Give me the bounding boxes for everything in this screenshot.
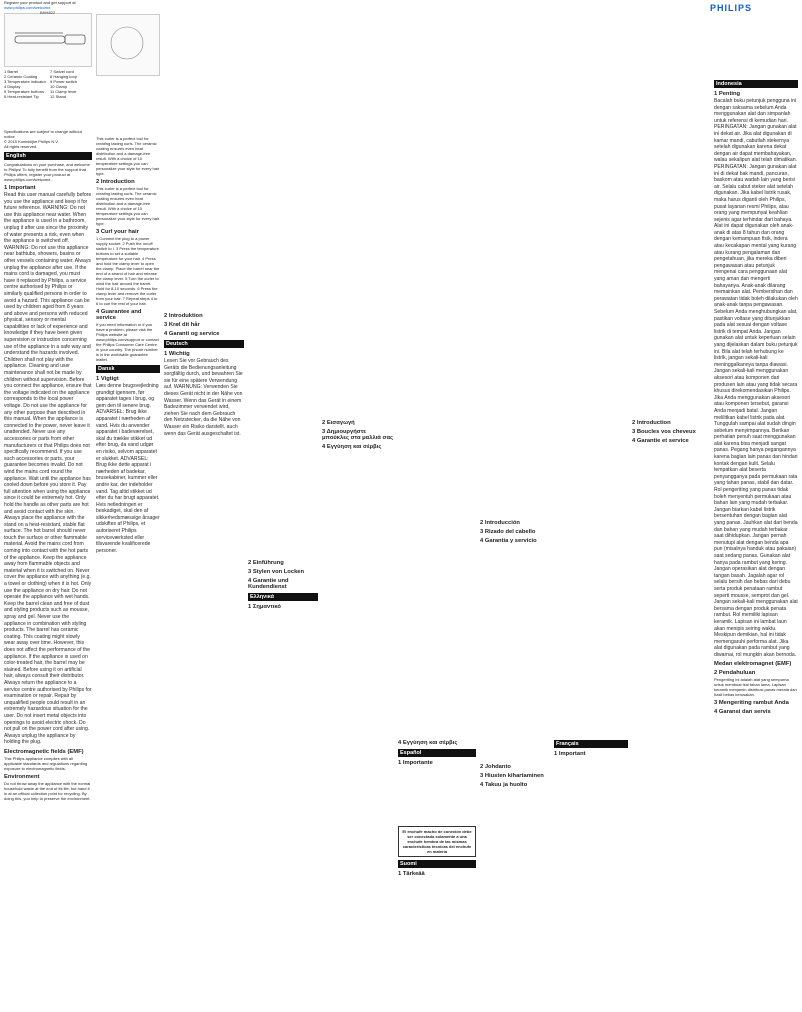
english-s1-text: Read this user manual carefully before you use the appliance and keep it for future reference. WARNING: Do not use this appliance near water. When the appliance is used in a bathroom, unplug it after use since the proximity of water presents a risk, even when the appliance is switched off. WARNING: Do not use this appliance near bathtubs, showers, basins or other vessels containing water. Always unplug the appliance after use. If the mains cord is damaged, you must have it replaced by Philips, a service centre authorised by Philips or similarly qualified persons in order to avoid a hazard. This appliance can be used by children aged from 8 years and above and persons with reduced physical, sensory or mental capabilities or lack of experience and knowledge if they have been given supervision or instruction concerning use of the appliance in a safe way and understand the hazards involved. Children shall not play with the appliance. Cleaning and user maintenance shall not be made by children without supervision. Before you connect the appliance, ensure that the voltage indicated on the appliance corresponds to the local power voltage. Do not use the appliance for any other purpose than described in this manual. When the appliance is connected to the power, never leave it unattended. Never use any accessories or parts from other manufacturers or that Philips does not specifically recommend. If you use such accessories or parts, your guarantee becomes invalid. Do not wind the mains cord round the appliance. Wait until the appliance has cooled down before you store it. Pay full attention when using the appliance since it could be extremely hot. Only hold the handle as other parts are hot and avoid contact with the skin. Always place the appliance with the stand on a heat-resistant, stable flat surface. The hot barrel should never touch the surface or other flammable material. Avoid the mains cord from coming into contact with the hot parts of the appliance. Keep the appliance away from flammable objects and material when it is switched on. Never cover the appliance with anything (e.g. a towel or clothing) when it is hot. Only use the appliance on dry hair. Do not operate the appliance with wet hands. Keep the barrel clean and free of dust and styling products such as mousse, spray and gel. Never use the appliance in combination with styling products. The barrel has ceramic coating. This coating might slowly wear away over time. However, this does not affect the performance of the appliance. If the appliance is used on color-treated hair, the barrel may be stained. Before using it on artificial hair, always consult their distributor. Always return the appliance to a service centre authorised by Philips for examination or repair. Repair by unqualified people could result in an extremely hazardous situation for the user. Do not insert metal objects into openings to avoid electric shock. Do not pull on the power cord after using. Always unplug the appliance by holding the plug. [4,192,92,746]
suomi-s1: 1 Tärkeää [398,871,425,877]
espanol-title: Español [398,749,476,757]
suomi-s4: 4 Takuu ja huolto [480,782,528,788]
greek-s4-b: 4 Εγγύηση και σέρβις [398,740,458,746]
deutsch-s4: 4 Garantie und Kundendienst [248,578,289,590]
espanol-s3: 3 Rizado del cabello [480,529,536,535]
espanol-s1: 1 Importante [398,760,433,766]
deutsch-s2: 2 Einführung [248,560,284,566]
indonesia-title: Indonesia [714,80,798,88]
spec-note: Specifications are subject to change without notice [4,129,82,139]
greek-title: Ελληνικά [248,593,318,601]
product-illustration [4,13,92,67]
deutsch-s3: 3 Stylen von Locken [248,569,305,575]
francais-s1: 1 Important [554,751,586,757]
column-3 [164,0,244,1012]
indonesia-s1-text: Bacalah buku petunjuk pengguna ini dengan saksama sebelum Anda menggunakan alat dan simpanlah untuk referensi di kemudian hari. PERINGATAN: Jangan gunakan alat ini dekat air. Jika alat digunakan di kamar mandi, cabutlah stekernya setelah digunakan karena dekat dengan air dapat membahayakan, walau sekalipun alat telah dimatikan. PERINGATAN: Jangan gunakan alat ini di dekat bak mandi, pancuran, baskom atau wadah lain yang berisi air. Selalu cabut steker alat setelah digunakan. Jika kabel listrik rusak, maka harus diganti oleh Philips, pusat layanan resmi Philips, atau orang yang mempunyai keahlian sejenis agar terhindar dari bahaya. Alat ini dapat digunakan oleh anak-anak di atas 8 tahun dan orang dengan kemampuan fisik, indera atau kecakapan mental yang kurang atau kurang pengalaman dan pengetahuan, jika mereka diberi pengawasan atau petunjuk mengenai cara penggunaan alat yang aman dan mengerti bahayanya. Anak-anak dilarang memainkan alat. Pembersihan dan perawatan tidak boleh dilakukan oleh anak-anak tanpa pengawasan. Sebelum Anda menghubungkan alat, pastikan voltase yang ditunjukkan pada alat sesuai dengan voltase listrik di tempat Anda. Jangan gunakan alat untuk keperluan selain yang dijelaskan dalam buku petunjuk ini. Bila alat telah terhubung ke listrik, jangan sekali-kali meninggalkannya tanpa diawasi. Jangan sekali-kali menggunakan aksesori atau komponen dari produsen lain atau yang tidak secara khusus direkomendasikan Philips. Jika Anda menggunakan aksesori atau komponen tersebut, garansi Anda menjadi batal. Jangan melilitkan kabel listrik pada alat. Tunggulah sampai alat sudah dingin sebelum menyimpannya. Berikan perhatian penuh saat menggunakan alat karena bisa menjadi sangat panas. Pegang hanya pegangannya karena bagian lain panas dan hindari kontak dengan kulit. Selalu tempatkan alat beserta penyangganya pada permukaan rata yang tahan panas, stabil dan datar. Rol pengeriting yang panas tidak boleh menyentuh permukaan atau bahan lain yang mudah terbakar. Jangan biarkan kabel listrik bersentuhan dengan bagian alat yang panas. Jauhkan alat dari benda dan bahan yang mudah terbakar saat dihidupkan. Jangan pernah menutupi alat dengan benda apa pun (misalnya handuk atau pakaian) saat sedang panas. Gunakan alat hanya pada rambut yang kering. Jangan operasikan alat dengan tangan basah. Jagalah agar rol selalu bersih dan bebas dari debu serta produk penataan rambut seperti mousse, semprot dan gel. Jangan sekali-kali menggunakan alat bersama dengan produk penata rambut. Rol memiliki lapisan keramik. Lapisan ini lambat laun akan menipis seiring waktu. Meskipun demikian, hal ini tidak memengaruhi performa alat. Jika alat digunakan pada rambut yang diwarnai, rol mungkin akan bernoda. [714,98,798,658]
column-8 [554,0,628,1012]
suomi-s3: 3 Hiusten kihartaminen [480,773,544,779]
column-10 [714,0,798,1012]
francais-title: Français [554,740,628,748]
deutsch-s1: 1 Wichtig [164,351,190,357]
english-s2: 2 Introduction [96,179,135,185]
english-env-title: Environment [4,773,40,780]
hand-icon [97,15,159,75]
dansk-title: Dansk [96,365,160,373]
francais-s2: 2 Introduction [632,420,671,426]
column-5 [322,0,394,1012]
indonesia-s2: 2 Pendahuluan [714,670,756,677]
suomi-title: Suomi [398,860,476,868]
website-url[interactable]: www.philips.com/welcome [4,5,51,10]
dansk-s1: 1 Vigtigt [96,376,119,382]
greek-s2: 2 Εισαγωγή [322,420,355,426]
copyright: © 2015 Koninklijke Philips N.V. [4,139,59,144]
suomi-s2: 2 Johdanto [480,764,511,770]
rights: All rights reserved. [4,144,38,149]
greek-s1: 1 Σημαντικό [248,604,281,610]
english-s1: 1 Important [4,185,36,191]
english-s3: 3 Curl your hair [96,229,139,235]
english-emf-title: Electromagnetic fields (EMF) [4,748,84,755]
english-s4: 4 Guarantee and service [96,309,142,321]
column-9 [632,0,710,1012]
english-s2-text: This curler is a perfect tool for creating lasting curls. The ceramic coating ensures even heat distribution and a damage-free result. With a choice of 10 temperature settings you can personalize your style for every hair type. [96,186,160,226]
english-s2-text-pre: This curler is a perfect tool for creating lasting curls. The ceramic coating ensures even heat distribution and a damage-free result. With a choice of 10 temperature settings you can personalize your style for every hair type. [96,136,160,176]
column-4 [248,0,318,1012]
register-line: Register your product and get support at [4,0,76,5]
francais-s3: 3 Boucles vos cheveux [632,429,696,435]
column-6 [398,0,476,1012]
curler-drawing-icon [5,14,91,66]
indonesia-s3: 3 Mengeriting rambut Anda [714,700,789,707]
espanol-s2: 2 Introducción [480,520,520,526]
dansk-s3: 3 Krøl dit hår [164,322,200,328]
francais-s4: 4 Garantie et service [632,438,689,444]
deutsch-title: Deutsch [164,340,244,348]
espanol-s4: 4 Garantía y servicio [480,538,537,544]
indonesia-s2-text: Pengeriting ini adalah alat yang sempurna untuk membuat ikal tahan lama. Lapisan keramik menjamin distribusi panas merata dan hasil bebas kerusakan. [714,677,797,698]
english-s4-text: If you need information or if you have a problem, please visit the Philips website at www.philips.com/support or contact the Philips Consumer Care Centre in your country. The phone number is in the worldwide guarantee leaflet. [96,322,159,362]
greek-s4: 4 Εγγύηση και σέρβις [322,444,382,450]
espanol-callout: El enchufe macho de conexión debe ser conectado solamente a una enchufe hembra de las mismas características técnicas del enchufe en materia [398,826,476,857]
indonesia-emf-title: Medan elektromagnet (EMF) [714,661,792,668]
greek-s3: 3 Δημιουργήστε μπούκλες στα μαλλιά σας [322,429,394,441]
english-emf-text: This Philips appliance complies with all applicable standards and regulations regarding exposure to electromagnetic fields. [4,755,88,771]
column-2 [96,0,160,1012]
deutsch-s1-text: Lesen Sie vor Gebrauch des Geräts die Bedienungsanleitung sorgfältig durch, und bewahren Sie sie für eine spätere Verwendung auf. WARNUNG: Verwenden Sie dieses Gerät nicht in der Nähe von Wasser. Wenn das Gerät in einem Badezimmer verwendet wird, ziehen Sie nach dem Gebrauch den Netzstecker, da die Nähe von Wasser ein Risiko darstellt, auch wenn das Gerät ausgeschaltet ist. [164,358,243,437]
model-number: BHH822 [40,10,56,15]
dansk-s2: 2 Introduktion [164,313,203,319]
column-7 [480,0,550,1012]
indonesia-s4: 4 Garansi dan servis [714,709,771,716]
column-1 [4,0,92,1012]
styling-illustration [96,14,160,76]
english-env-text: Do not throw away the appliance with the normal household waste at the end of its life, but hand it in at an official collection point for recycling. By doing this, you help to preserve the environment. [4,780,91,801]
parts-legend: 1 Barrel 7 Swivel cord 2 Ceramic Coating 8 Hanging loop 3 Temperature indicator 9 Power switch 4 Display 10 Clamp 5 Temperature buttons 11 Clamp lever 6 Heat-resistant Tip 12 Stand [4,69,77,99]
english-title: English [4,152,92,160]
english-intro: Congratulations on your purchase, and welcome to Philips! To fully benefit from the support that Philips offers, register your product at www.philips.com/welcome. [4,162,90,182]
dansk-s1-text: Læs denne brugsvejledning grundigt igennem, før apparatet tages i brug, og gem den til senere brug. ADVARSEL: Brug ikke apparatet i nærheden af vand. Hvis du anvender apparatet i badeværelset, skal du trække stikket ud efter brug, da vand udgør en risiko, selvom apparatet er slukket. ADVARSEL: Brug ikke dette apparat i nærheden af badekar, brusekabiner, kummer eller andre kar, der indeholder vand. Tag altid stikket ud efter du har brugt apparatet. Hvis netledningen er beskadiget, skal den af sikkerhedsmæssige årsager udskiftes af Philips, et autoriseret Philips serviceværksted eller tilsvarende kvalificerede personer. [96,383,160,554]
brand-logo: PHILIPS [710,3,753,13]
dansk-s4: 4 Garanti og service [164,331,220,337]
english-s3-steps: 1 Connect the plug to a power supply socket. 2 Push the on/off switch to I. 3 Press the temperature buttons to set a suitable temperature for your hair. 4 Press and hold the clamp lever to open the clamp. Place the barrel near the end of a strand of hair and release the clamp lever. 5 Turn the curler to wind the hair around the barrel. Hold for 8-10 seconds. 6 Press the clamp lever and remove the curler from your hair. 7 Repeat steps 4 to 6 to curl the rest of your hair. [96,236,160,306]
indonesia-s1: 1 Penting [714,91,741,97]
